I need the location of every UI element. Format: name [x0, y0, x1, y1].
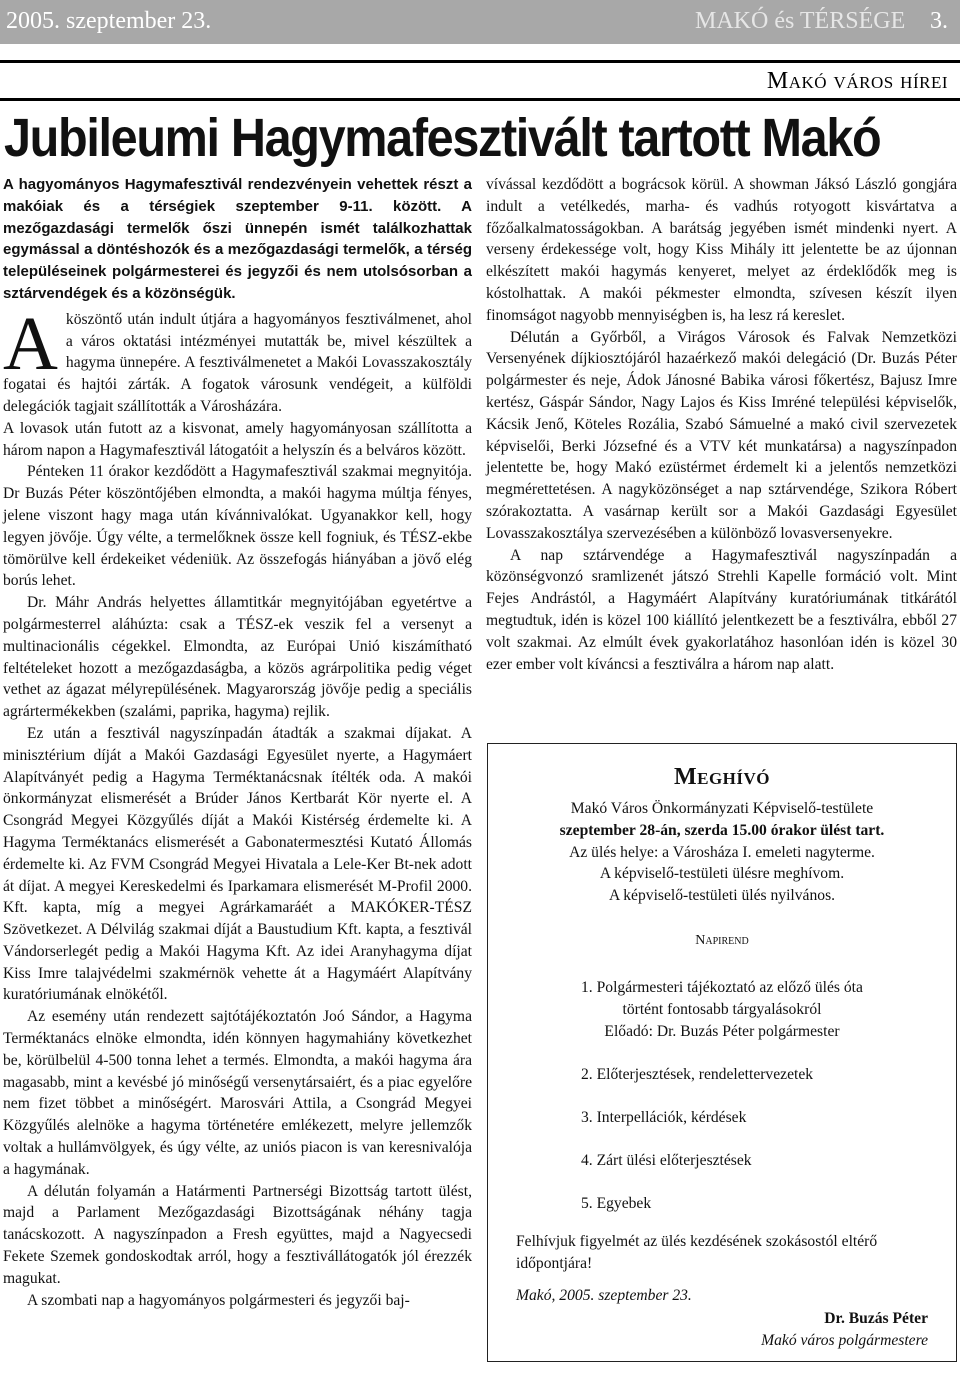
invitation-line: A képviselő-testületi ülésre meghívom.: [599, 865, 845, 882]
agenda-item: 1. Polgármesteri tájékoztató az előző ülés óta: [581, 979, 863, 996]
invitation-box: [487, 743, 957, 1362]
meeting-datetime: szeptember 28-án, szerda 15.00 órakor ülést tart.: [559, 822, 885, 839]
article-column-right: [486, 174, 957, 675]
agenda-item: 5. Egyebek: [581, 1195, 652, 1212]
agenda-item-presenter: Előadó: Dr. Buzás Péter polgármester: [604, 1023, 840, 1040]
agenda-item-detail: történt fontosabb tárgyalásokról: [622, 1001, 822, 1018]
paragraph: Az esemény után rendezett sajtótájékoztatón Joó Sándor, a Hagyma Terméktanács elnöke elmondta, idén könnyen hagymahiány következhet be, körülbelül 4-500 tonna lehet a termés. Elmondta, a makói hagyma ára magasabb, mint a kevésbé jó minőségű versenytársaiért, és a piac egyelőre nem fizet többet a minőségért. Marosvári Attila, a Csongrád Megyei Közgyűlés alelnöke a hagyma történetére emlékezett, melyre jellemzők voltak a hullámvölgyek, és úgy vélte, az uniós piacon is van keresnivalója a hagymának.: [3, 1008, 472, 1178]
page-number: 3.: [930, 8, 948, 34]
page-header-bar: [0, 0, 960, 44]
paragraph: Délután a Győrből, a Virágos Városok és Falvak Nemzetközi Versenyének díjkiosztójáról hazaérkező makói delegáció (Dr. Buzás Péter polgármester és neje, Ádok Jánosné Babika városi főkertész, Bajusz Imre kertész, Gáspár Sándor, Nagy Lajos és Kiss Imréné települési képviselők, Kácsik Jenő, Köteles Rozália, Szabó Sámuelné a makó civil szervezetek képviselői, Berki Józsefné és a VTV két munkatársa) a nagyszínpadon jelentette be, hogy Makó ezüstérmet érdemelt ki a jelentős nemzetközi megmérettetésen. A nagyközönséget a nap sztárvendége, Szikora Róbert szórakoztatta. A vasárnap került sor a Makói Gazdasági Egyesület Lovasszakosztálya szervezésében a különböző lovasversenyekre.: [486, 328, 957, 542]
issue-date: 2005. szeptember 23.: [6, 8, 212, 34]
agenda-item: 4. Zárt ülési előterjesztések: [581, 1152, 752, 1169]
drop-cap: A: [3, 301, 58, 386]
signer-title: Makó város polgármestere: [761, 1332, 928, 1349]
signer-name: Dr. Buzás Péter: [824, 1310, 928, 1327]
paragraph: A lovasok után futott az a kisvonat, amely hagyományosan szállította a három napon a Hagymafesztivál látogatóit a helyszín és a belváros között.: [3, 419, 472, 459]
agenda-title: Napirend: [695, 933, 749, 948]
meeting-venue: Az ülés helye: a Városháza I. emeleti nagyterme.: [569, 844, 875, 861]
paragraph: A délután folyamán a Határmenti Partnerségi Bizottság tartott ülést, majd a Parlament Mezőgazdasági Bizottságának néhány tagja tanácskozott. A nagyszínpadon a Fresh együttes, majd a Nagyecsedi Fekete Szemek gondoskodtak arról, hogy a fesztivállátogatók jól érezzék magukat.: [3, 1182, 472, 1287]
article-lead: A hagyományos Hagymafesztivál rendezvényein vehettek részt a makóiak és a térségiek szeptember 9-11. között. A mezőgazdasági termelők őszi ünnepén ismét találkozhattak egymással a döntéshozók és a mezőgazdasági termelők, a térség településeinek polgármesterei és jegyzői és nem utolsósorban a sztárvendégek és a közönségük.: [3, 176, 472, 302]
publication-title: MAKÓ és TÉRSÉGE: [695, 8, 906, 34]
paragraph: Ez után a fesztivál nagyszínpadán átadták a szakmai díjakat. A minisztérium díját a Makói Gazdasági Egyesület nyerte, a Hagymáert Alapítványét pedig a Hagyma Terméktanácsnak ítélték oda. A makói önkormányzat elismerését a Brúder János Kertbarát Kör nyerte el. A Csongrád Megyei Közgyűlés díját a Makói Kistérség érdemelte ki. A Hagyma Terméktanács elismerését a Gabonatermesztési Kutató Állomás érdemelte ki. Az FVM Csongrád Megyei Hivatala a Lele-Ker Bt-nek adott át díjat. A megyei Kereskedelmi és Iparkamara elismerését M-Profil 2000. Kft. kapta, míg a megyei Agrárkamaráét a MAKÓKER-TÉSZ Szövetkezet. A Délvilág szakmai díját a Baustudium Kft. kapta, a fesztivál Vándorserlegét pedig a Makói Hagyma Kft. Az idei Aranyhagyma díjat Kiss Imre talajvédelmi szakmérnök vehette át a Hagymáért Alapítvány kuratóriumának elnökétől.: [3, 724, 472, 1004]
invitation-line: A képviselő-testületi ülés nyilvános.: [608, 887, 836, 904]
section-rule-top: [0, 60, 960, 63]
first-paragraph: [3, 301, 472, 418]
paragraph: Pénteken 11 órakor kezdődött a Hagymafesztivál szakmai megnyitója. Dr Buzás Péter köszöntőjében elmondta, a makói hagyma múltja fényes, jelene viszont hagy maga után kívánnivalókat. Ugyanakkor kell, hogy legyen jövője. Úgy vélte, a termelőknek össze kell fogniuk, és TÉSZ-ekbe tömörülve kell érdekeiket védeniük. Az összefogás hiányában a jövő elég borús lehet.: [3, 463, 472, 590]
agenda-item: 2. Előterjesztések, rendelettervezetek: [581, 1066, 814, 1083]
place-date: Makó, 2005. szeptember 23.: [516, 1287, 692, 1304]
article-headline: Jubileumi Hagymafesztivált tartott Makó: [4, 108, 881, 168]
paragraph: A nap sztárvendége a Hagymafesztivál nagyszínpadán a közönségvonzó sramlizenét játszó Strehli Kapelle formáció volt. Mint Fejes Andrástól, a Hagymáért Alapítvány kuratóriumának titkárától megtudtuk, idén is közel 100 kiállító jelentkezett be a fesztiválra, ebből 27 volt szakmai. Az elmúlt évek gyakorlatához hasonlóan idén is közel 30 ezer ember volt kíváncsi a fesztiválra a három nap alatt.: [486, 546, 957, 673]
invitation-title: Meghívó: [673, 764, 771, 790]
section-title: Makó város hírei: [766, 68, 948, 94]
agenda-item: 3. Interpellációk, kérdések: [581, 1109, 747, 1126]
first-paragraph-text: köszöntő után indult útjára a hagyományos fesztiválmenet, ahol a város oktatási intézményei mutatták be, mivel készültek a hagyma ünnepére. A fesztiválmenetet a Makói Lovasszakosztály fogatai és hajtói zárták. A fogatok városunk vendégeit, a külföldi delegációk tagjait szállították a Városházára.: [3, 310, 472, 415]
section-rule-bottom: [0, 98, 960, 101]
invitation-note: Felhívjuk figyelmét az ülés kezdésének szokásostól eltérő időpontjára!: [516, 1233, 878, 1272]
paragraph: A szombati nap a hagyományos polgármesteri és jegyzői baj-: [27, 1291, 410, 1309]
paragraph: vívással kezdődött a bográcsok körül. A showman Jáksó László gongjára indult a vetélkedés, marha- és vadhús rotyogott kisvártatva a főzőalkalmatosságokban. A barátság jegyében ismét mindenki nyert. A verseny érdekessége volt, hogy Kiss Mihály itt jelentette be az újonnan elkészített makói hagymás kenyeret, melyet az érdeklődők meg is kóstolhattak. A makói pékmester elmondta, szívesen készít ilyen finomságot nagyobb mennyiségben is, ha lesz rá kereslet.: [486, 176, 957, 324]
invitation-body: Makó Város Önkormányzati Képviselő-testülete: [570, 800, 874, 817]
article-column-left: [3, 174, 472, 1311]
paragraph: Dr. Máhr András helyettes államtitkár megnyitójában egyetértve a polgármesterrel aláhúzta: csak a TÉSZ-ek veszik fel a versenyt a multinacionális cégekkel. Elmondta, az Európai Unió kiszámítható feltételeket hozott a mezőgazdaságba, a közös agrárpolitika pedig véget vethet az ágazat mélyrepülésének. Magyarország jövője pedig a speciális agrártermékekben (szalámi, paprika, hagyma) rejlik.: [3, 594, 472, 721]
